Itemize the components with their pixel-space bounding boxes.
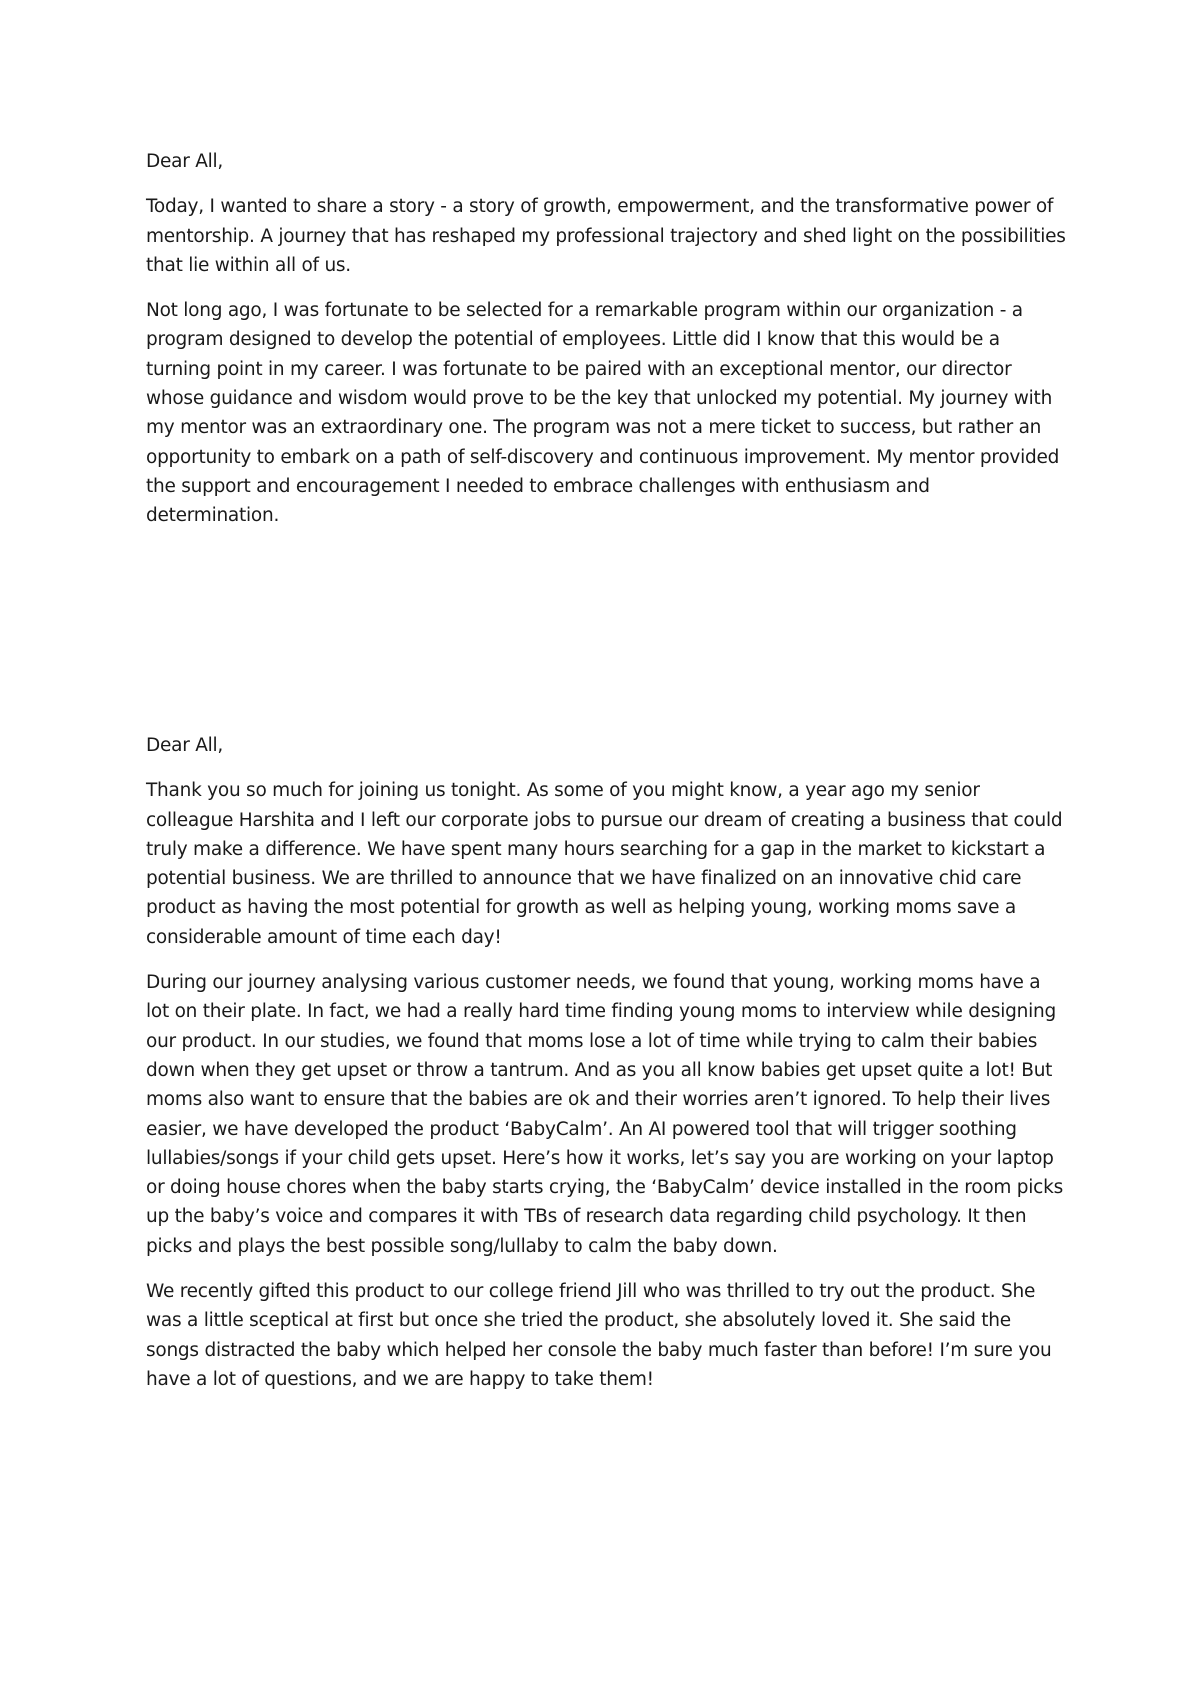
paragraph: Today, I wanted to share a story - a story of growth, empowerment, and the transformative power of mentorship. A journey that has reshaped my professional trajectory and shed light on the possibilities that lie within all of us.	[146, 196, 1066, 276]
salutation: Dear All,	[146, 151, 224, 172]
paragraph: Thank you so much for joining us tonight. As some of you might know, a year ago my senior colleague Harshita and I left our corporate jobs to pursue our dream of creating a business that could truly make a difference. We have spent many hours searching for a gap in the market to kickstart a potential business. We are thrilled to announce that we have finalized on an innovative chid care product as having the most potential for growth as well as helping young, working moms save a considerable amount of time each day!	[146, 780, 1063, 948]
letter-babycalm	[146, 731, 1066, 1410]
paragraph: Not long ago, I was fortunate to be selected for a remarkable program within our organization - a program designed to develop the potential of employees. Little did I know that this would be a turning point in my career. I was fortunate to be paired with an exceptional mentor, our director whose guidance and wisdom would prove to be the key that unlocked my potential. My journey with my mentor was an extraordinary one. The program was not a mere ticket to success, but rather an opportunity to embark on a path of self-discovery and continuous improvement. My mentor provided the support and encouragement I needed to embrace challenges with enthusiasm and determination.	[146, 300, 1060, 527]
paragraph: During our journey analysing various customer needs, we found that young, working moms have a lot on their plate. In fact, we had a really hard time finding young moms to interview while designing our product. In our studies, we found that moms lose a lot of time while trying to calm their babies down when they get upset or throw a tantrum. And as you all know babies get upset quite a lot! But moms also want to ensure that the babies are ok and their worries aren’t ignored. To help their lives easier, we have developed the product ‘BabyCalm’. An AI powered tool that will trigger soothing lullabies/songs if your child gets upset. Here’s how it works, let’s say you are working on your laptop or doing house chores when the baby starts crying, the ‘BabyCalm’ device installed in the room picks up the baby’s voice and compares it with TBs of research data regarding child psychology. It then picks and plays the best possible song/lullaby to calm the baby down.	[146, 972, 1063, 1257]
paragraph: We recently gifted this product to our college friend Jill who was thrilled to try out the product. She was a little sceptical at first but once she tried the product, she absolutely loved it. She said the songs distracted the baby which helped her console the baby much faster than before! I’m sure you have a lot of questions, and we are happy to take them!	[146, 1281, 1052, 1390]
letter-mentorship	[146, 147, 1066, 547]
salutation: Dear All,	[146, 735, 224, 756]
